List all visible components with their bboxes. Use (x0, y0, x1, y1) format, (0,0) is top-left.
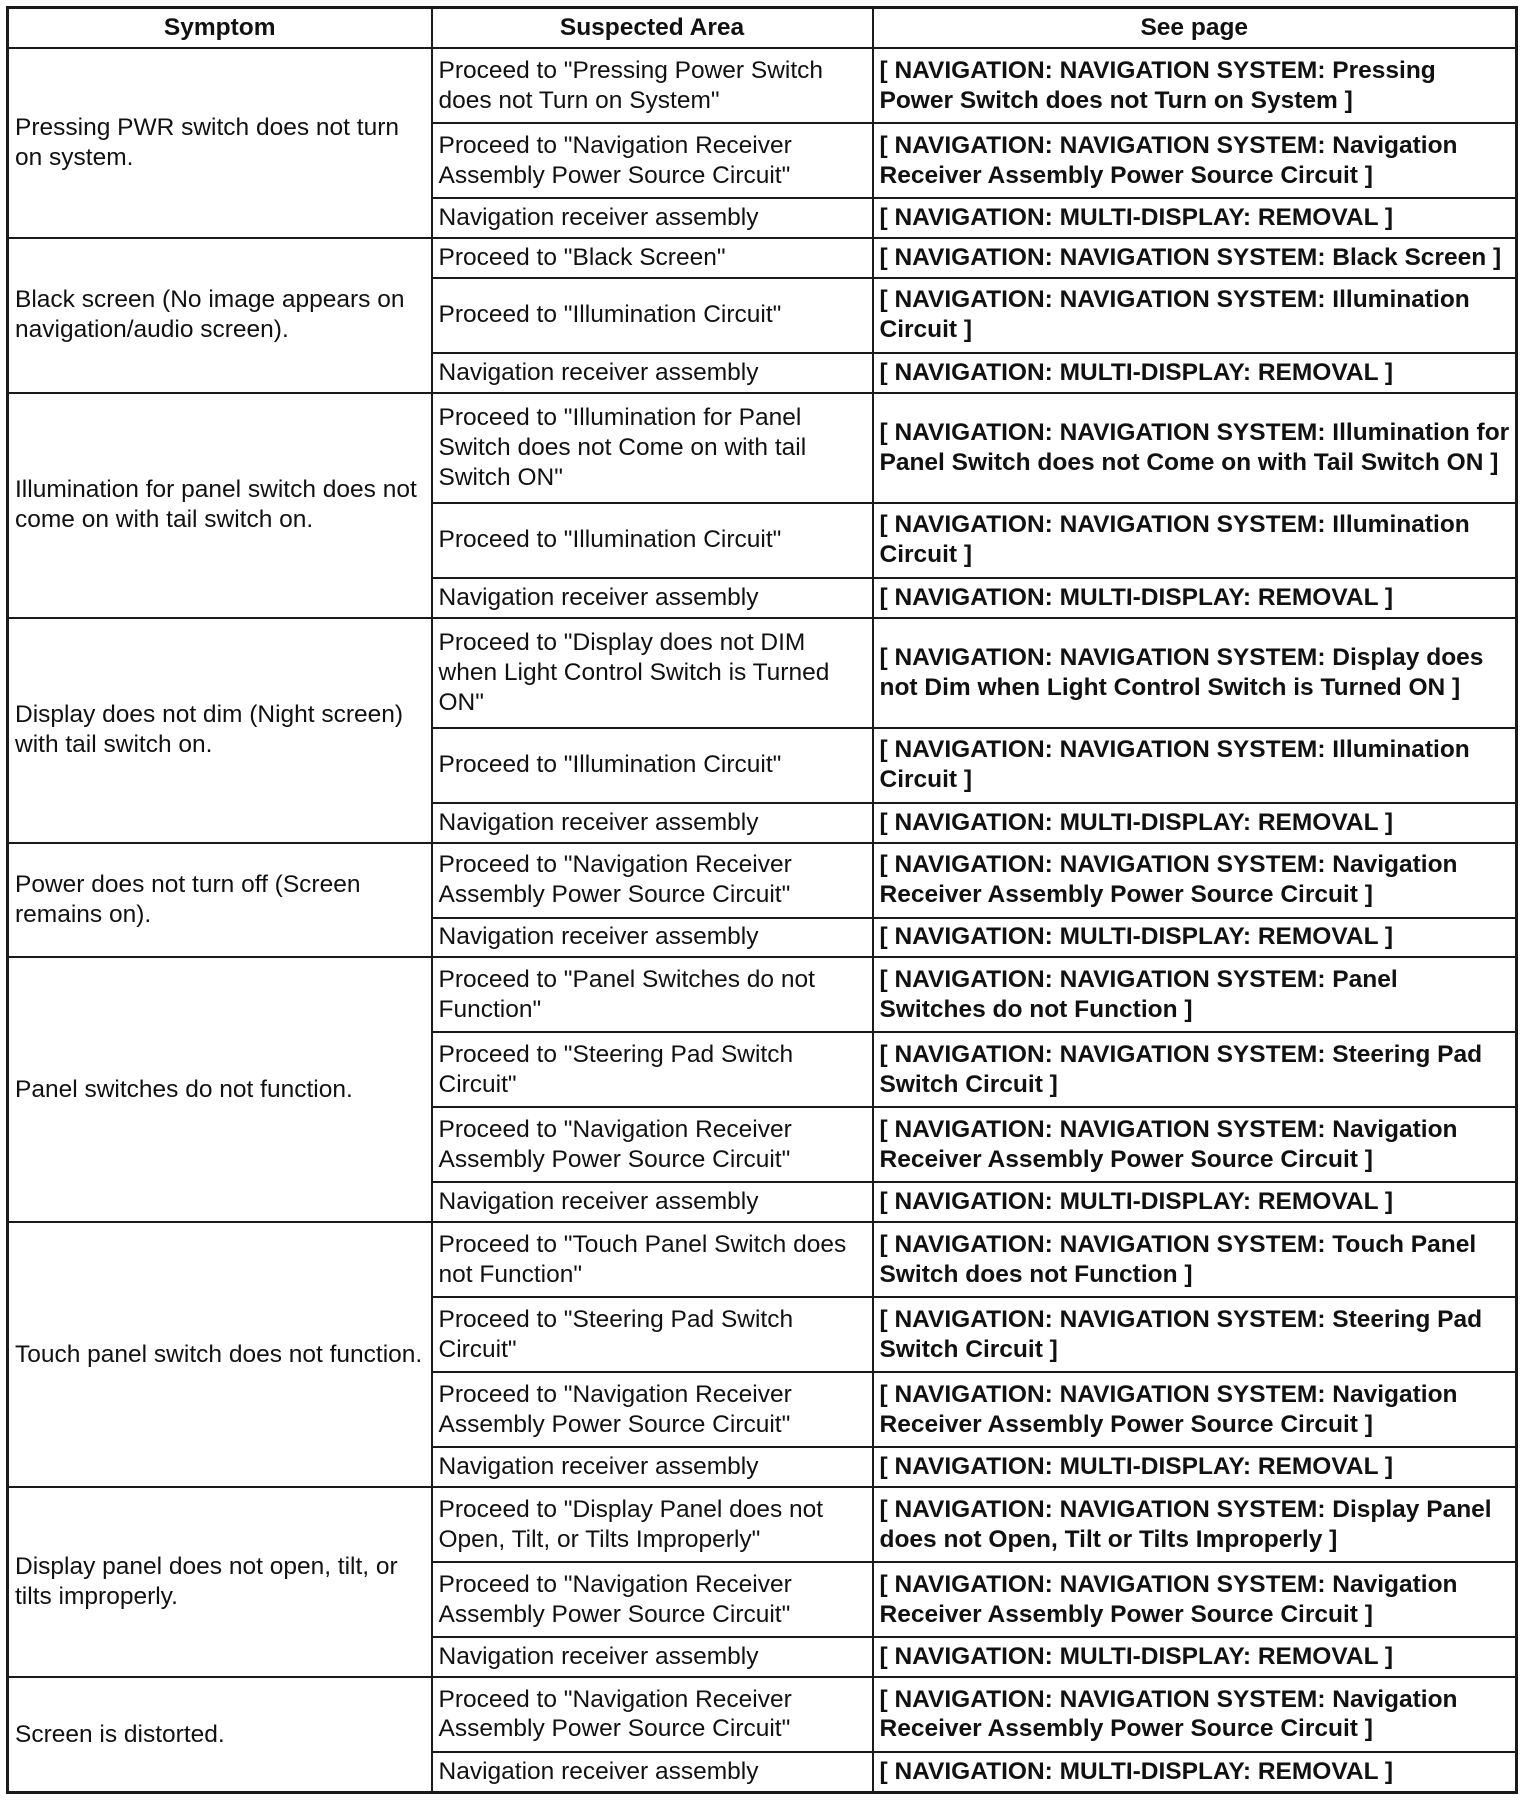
header-see-page: See page (873, 8, 1517, 49)
symptom-cell: Black screen (No image appears on navigation/audio screen). (8, 238, 432, 393)
suspected-area-cell: Proceed to "Navigation Receiver Assembly Power Source Circuit" (432, 123, 873, 198)
see-page-link[interactable]: [ NAVIGATION: NAVIGATION SYSTEM: Navigation Receiver Assembly Power Source Circuit ] (873, 123, 1517, 198)
see-page-link[interactable]: [ NAVIGATION: MULTI-DISPLAY: REMOVAL ] (873, 1182, 1517, 1222)
suspected-area-cell: Proceed to "Steering Pad Switch Circuit" (432, 1297, 873, 1372)
see-page-link[interactable]: [ NAVIGATION: NAVIGATION SYSTEM: Navigation Receiver Assembly Power Source Circuit ] (873, 1107, 1517, 1182)
suspected-area-cell: Proceed to "Panel Switches do not Function" (432, 957, 873, 1032)
see-page-link[interactable]: [ NAVIGATION: NAVIGATION SYSTEM: Panel Switches do not Function ] (873, 957, 1517, 1032)
symptom-cell: Panel switches do not function. (8, 957, 432, 1222)
see-page-link[interactable]: [ NAVIGATION: NAVIGATION SYSTEM: Navigation Receiver Assembly Power Source Circuit ] (873, 843, 1517, 918)
troubleshooting-table (6, 6, 1518, 1794)
suspected-area-cell: Proceed to "Illumination Circuit" (432, 503, 873, 578)
suspected-area-cell: Navigation receiver assembly (432, 1447, 873, 1487)
table-row (8, 618, 1517, 728)
see-page-link[interactable]: [ NAVIGATION: NAVIGATION SYSTEM: Display does not Dim when Light Control Switch is Turned ON ] (873, 618, 1517, 728)
header-symptom: Symptom (8, 8, 432, 49)
table-row (8, 1487, 1517, 1562)
suspected-area-cell: Proceed to "Illumination for Panel Switch does not Come on with tail Switch ON" (432, 393, 873, 503)
see-page-link[interactable]: [ NAVIGATION: NAVIGATION SYSTEM: Illumination Circuit ] (873, 503, 1517, 578)
symptom-cell: Display does not dim (Night screen) with tail switch on. (8, 618, 432, 843)
table-row (8, 1222, 1517, 1297)
header-row (8, 8, 1517, 49)
see-page-link[interactable]: [ NAVIGATION: NAVIGATION SYSTEM: Display Panel does not Open, Tilt or Tilts Improperly ] (873, 1487, 1517, 1562)
suspected-area-cell: Proceed to "Navigation Receiver Assembly Power Source Circuit" (432, 1107, 873, 1182)
see-page-link[interactable]: [ NAVIGATION: MULTI-DISPLAY: REMOVAL ] (873, 803, 1517, 843)
suspected-area-cell: Navigation receiver assembly (432, 578, 873, 618)
suspected-area-cell: Proceed to "Display Panel does not Open, Tilt, or Tilts Improperly" (432, 1487, 873, 1562)
see-page-link[interactable]: [ NAVIGATION: NAVIGATION SYSTEM: Illumination Circuit ] (873, 728, 1517, 803)
see-page-link[interactable]: [ NAVIGATION: NAVIGATION SYSTEM: Pressing Power Switch does not Turn on System ] (873, 48, 1517, 123)
suspected-area-cell: Navigation receiver assembly (432, 1182, 873, 1222)
table-row (8, 957, 1517, 1032)
table-body (8, 48, 1517, 1793)
suspected-area-cell: Proceed to "Navigation Receiver Assembly Power Source Circuit" (432, 843, 873, 918)
symptom-cell: Illumination for panel switch does not come on with tail switch on. (8, 393, 432, 618)
suspected-area-cell: Proceed to "Touch Panel Switch does not Function" (432, 1222, 873, 1297)
suspected-area-cell: Proceed to "Navigation Receiver Assembly Power Source Circuit" (432, 1372, 873, 1447)
see-page-link[interactable]: [ NAVIGATION: MULTI-DISPLAY: REMOVAL ] (873, 578, 1517, 618)
table-row (8, 1677, 1517, 1752)
symptom-cell: Screen is distorted. (8, 1677, 432, 1793)
see-page-link[interactable]: [ NAVIGATION: NAVIGATION SYSTEM: Illumination for Panel Switch does not Come on with Tail Switch ON ] (873, 393, 1517, 503)
suspected-area-cell: Navigation receiver assembly (432, 803, 873, 843)
suspected-area-cell: Navigation receiver assembly (432, 1752, 873, 1793)
see-page-link[interactable]: [ NAVIGATION: MULTI-DISPLAY: REMOVAL ] (873, 353, 1517, 393)
suspected-area-cell: Proceed to "Black Screen" (432, 238, 873, 278)
suspected-area-cell: Proceed to "Display does not DIM when Light Control Switch is Turned ON" (432, 618, 873, 728)
see-page-link[interactable]: [ NAVIGATION: MULTI-DISPLAY: REMOVAL ] (873, 918, 1517, 958)
header-suspected-area: Suspected Area (432, 8, 873, 49)
suspected-area-cell: Navigation receiver assembly (432, 198, 873, 238)
suspected-area-cell: Proceed to "Illumination Circuit" (432, 278, 873, 353)
see-page-link[interactable]: [ NAVIGATION: NAVIGATION SYSTEM: Steering Pad Switch Circuit ] (873, 1297, 1517, 1372)
suspected-area-cell: Navigation receiver assembly (432, 1637, 873, 1677)
see-page-link[interactable]: [ NAVIGATION: NAVIGATION SYSTEM: Illumination Circuit ] (873, 278, 1517, 353)
see-page-link[interactable]: [ NAVIGATION: NAVIGATION SYSTEM: Touch Panel Switch does not Function ] (873, 1222, 1517, 1297)
suspected-area-cell: Proceed to "Steering Pad Switch Circuit" (432, 1032, 873, 1107)
table-row (8, 238, 1517, 278)
symptom-cell: Pressing PWR switch does not turn on system. (8, 48, 432, 238)
see-page-link[interactable]: [ NAVIGATION: NAVIGATION SYSTEM: Navigation Receiver Assembly Power Source Circuit ] (873, 1372, 1517, 1447)
suspected-area-cell: Navigation receiver assembly (432, 353, 873, 393)
suspected-area-cell: Proceed to "Navigation Receiver Assembly Power Source Circuit" (432, 1677, 873, 1752)
see-page-link[interactable]: [ NAVIGATION: MULTI-DISPLAY: REMOVAL ] (873, 1752, 1517, 1793)
see-page-link[interactable]: [ NAVIGATION: MULTI-DISPLAY: REMOVAL ] (873, 198, 1517, 238)
symptom-cell: Display panel does not open, tilt, or tilts improperly. (8, 1487, 432, 1677)
suspected-area-cell: Navigation receiver assembly (432, 918, 873, 958)
symptom-cell: Power does not turn off (Screen remains on). (8, 843, 432, 958)
see-page-link[interactable]: [ NAVIGATION: NAVIGATION SYSTEM: Steering Pad Switch Circuit ] (873, 1032, 1517, 1107)
see-page-link[interactable]: [ NAVIGATION: MULTI-DISPLAY: REMOVAL ] (873, 1447, 1517, 1487)
suspected-area-cell: Proceed to "Illumination Circuit" (432, 728, 873, 803)
table-row (8, 393, 1517, 503)
table-row (8, 48, 1517, 123)
suspected-area-cell: Proceed to "Pressing Power Switch does not Turn on System" (432, 48, 873, 123)
suspected-area-cell: Proceed to "Navigation Receiver Assembly Power Source Circuit" (432, 1562, 873, 1637)
see-page-link[interactable]: [ NAVIGATION: MULTI-DISPLAY: REMOVAL ] (873, 1637, 1517, 1677)
see-page-link[interactable]: [ NAVIGATION: NAVIGATION SYSTEM: Navigation Receiver Assembly Power Source Circuit ] (873, 1562, 1517, 1637)
symptom-cell: Touch panel switch does not function. (8, 1222, 432, 1487)
see-page-link[interactable]: [ NAVIGATION: NAVIGATION SYSTEM: Navigation Receiver Assembly Power Source Circuit ] (873, 1677, 1517, 1752)
see-page-link[interactable]: [ NAVIGATION: NAVIGATION SYSTEM: Black Screen ] (873, 238, 1517, 278)
table-row (8, 843, 1517, 918)
